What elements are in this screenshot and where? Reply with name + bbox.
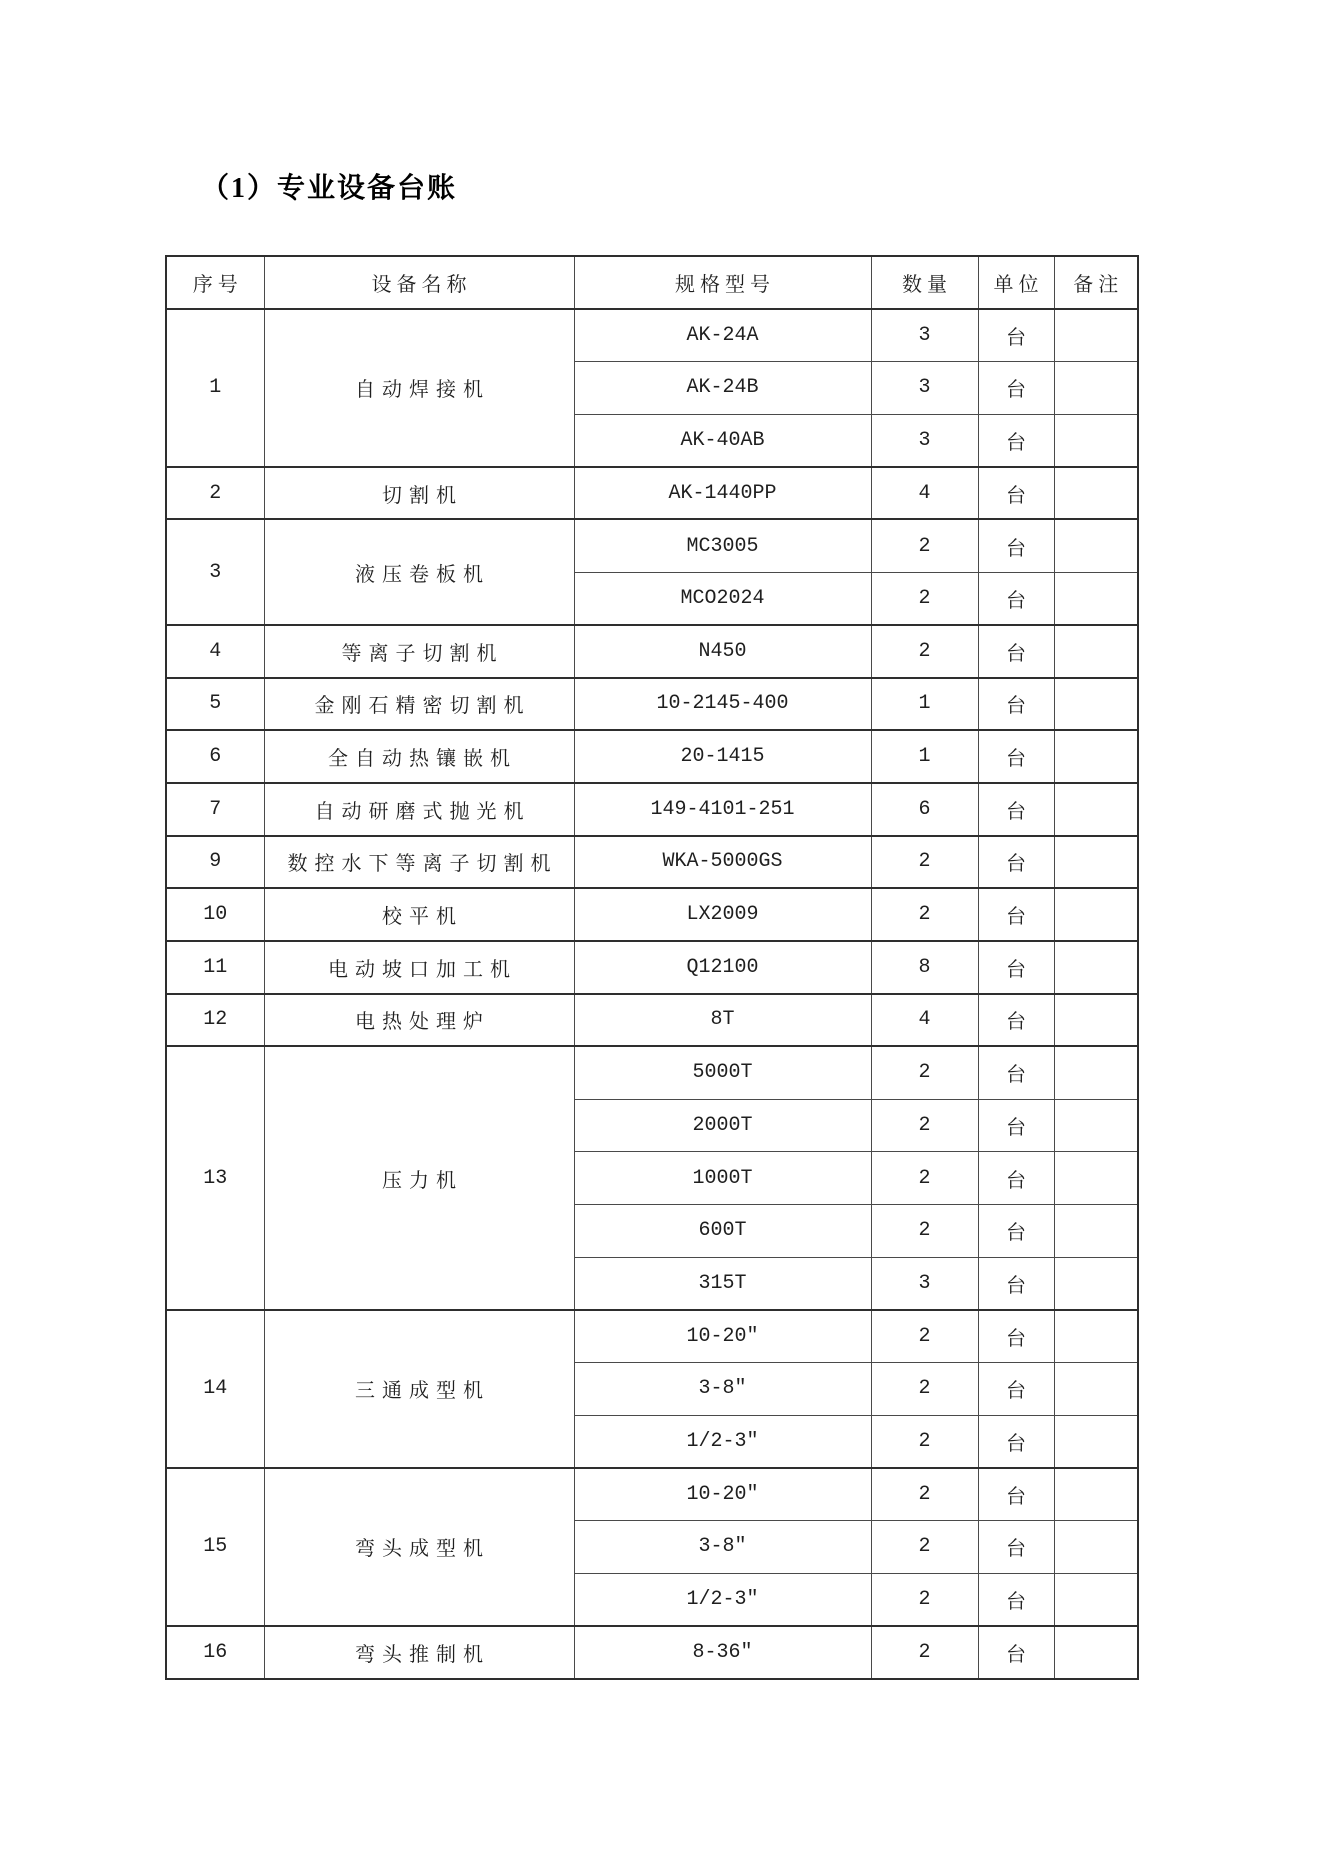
table-row xyxy=(166,467,1138,520)
equipment-name-cell: 校平机 xyxy=(264,888,574,941)
quantity-cell: 2 xyxy=(871,572,978,625)
spec-model-cell: 20-1415 xyxy=(574,730,871,783)
quantity-cell: 2 xyxy=(871,1468,978,1521)
quantity-cell: 2 xyxy=(871,1046,978,1099)
unit-cell: 台 xyxy=(978,625,1054,678)
unit-cell: 台 xyxy=(978,836,1054,889)
remark-cell xyxy=(1054,1046,1138,1099)
quantity-cell: 4 xyxy=(871,994,978,1047)
col-header-serial-number: 序号 xyxy=(166,256,264,309)
spec-model-cell: WKA-5000GS xyxy=(574,836,871,889)
col-header-spec-model: 规格型号 xyxy=(574,256,871,309)
quantity-cell: 2 xyxy=(871,1521,978,1574)
table-row xyxy=(166,941,1138,994)
unit-cell: 台 xyxy=(978,1099,1054,1152)
table-row xyxy=(166,730,1138,783)
quantity-cell: 3 xyxy=(871,1257,978,1310)
remark-cell xyxy=(1054,361,1138,414)
equipment-name-cell: 电动坡口加工机 xyxy=(264,941,574,994)
remark-cell xyxy=(1054,836,1138,889)
remark-cell xyxy=(1054,1099,1138,1152)
remark-cell xyxy=(1054,1573,1138,1626)
unit-cell: 台 xyxy=(978,783,1054,836)
spec-model-cell: 3-8" xyxy=(574,1521,871,1574)
unit-cell: 台 xyxy=(978,361,1054,414)
spec-model-cell: N450 xyxy=(574,625,871,678)
remark-cell xyxy=(1054,1468,1138,1521)
remark-cell xyxy=(1054,1152,1138,1205)
equipment-name-cell: 数控水下等离子切割机 xyxy=(264,836,574,889)
unit-cell: 台 xyxy=(978,1626,1054,1679)
spec-model-cell: Q12100 xyxy=(574,941,871,994)
remark-cell xyxy=(1054,941,1138,994)
spec-model-cell: MC3005 xyxy=(574,519,871,572)
spec-model-cell: 8-36" xyxy=(574,1626,871,1679)
row-number-cell: 2 xyxy=(166,467,264,520)
quantity-cell: 4 xyxy=(871,467,978,520)
spec-model-cell: 315T xyxy=(574,1257,871,1310)
unit-cell: 台 xyxy=(978,1152,1054,1205)
unit-cell: 台 xyxy=(978,1362,1054,1415)
remark-cell xyxy=(1054,888,1138,941)
unit-cell: 台 xyxy=(978,941,1054,994)
remark-cell xyxy=(1054,1257,1138,1310)
spec-model-cell: 10-20" xyxy=(574,1310,871,1363)
remark-cell xyxy=(1054,994,1138,1047)
unit-cell: 台 xyxy=(978,519,1054,572)
row-number-cell: 9 xyxy=(166,836,264,889)
spec-model-cell: 3-8" xyxy=(574,1362,871,1415)
unit-cell: 台 xyxy=(978,1204,1054,1257)
row-number-cell: 16 xyxy=(166,1626,264,1679)
spec-model-cell: 1/2-3" xyxy=(574,1573,871,1626)
quantity-cell: 2 xyxy=(871,625,978,678)
remark-cell xyxy=(1054,467,1138,520)
equipment-name-cell: 弯头推制机 xyxy=(264,1626,574,1679)
quantity-cell: 3 xyxy=(871,309,978,362)
table-row xyxy=(166,783,1138,836)
unit-cell: 台 xyxy=(978,1468,1054,1521)
unit-cell: 台 xyxy=(978,1415,1054,1468)
spec-model-cell: 2000T xyxy=(574,1099,871,1152)
remark-cell xyxy=(1054,1415,1138,1468)
equipment-name-cell: 三通成型机 xyxy=(264,1310,574,1468)
spec-model-cell: 149-4101-251 xyxy=(574,783,871,836)
quantity-cell: 2 xyxy=(871,1152,978,1205)
quantity-cell: 6 xyxy=(871,783,978,836)
unit-cell: 台 xyxy=(978,1046,1054,1099)
quantity-cell: 2 xyxy=(871,1362,978,1415)
remark-cell xyxy=(1054,1204,1138,1257)
row-number-cell: 5 xyxy=(166,678,264,731)
unit-cell: 台 xyxy=(978,1310,1054,1363)
remark-cell xyxy=(1054,414,1138,467)
table-row xyxy=(166,994,1138,1047)
spec-model-cell: 10-2145-400 xyxy=(574,678,871,731)
table-row xyxy=(166,1468,1138,1521)
unit-cell: 台 xyxy=(978,994,1054,1047)
remark-cell xyxy=(1054,572,1138,625)
quantity-cell: 2 xyxy=(871,1310,978,1363)
col-header-equipment-name: 设备名称 xyxy=(264,256,574,309)
quantity-cell: 3 xyxy=(871,414,978,467)
spec-model-cell: 1000T xyxy=(574,1152,871,1205)
col-header-unit: 单位 xyxy=(978,256,1054,309)
quantity-cell: 3 xyxy=(871,361,978,414)
header-row xyxy=(166,256,1138,309)
remark-cell xyxy=(1054,625,1138,678)
equipment-name-cell: 弯头成型机 xyxy=(264,1468,574,1626)
unit-cell: 台 xyxy=(978,1521,1054,1574)
row-number-cell: 7 xyxy=(166,783,264,836)
spec-model-cell: 10-20" xyxy=(574,1468,871,1521)
remark-cell xyxy=(1054,519,1138,572)
remark-cell xyxy=(1054,1521,1138,1574)
equipment-name-cell: 金刚石精密切割机 xyxy=(264,678,574,731)
table-row xyxy=(166,625,1138,678)
equipment-table-header xyxy=(166,256,1138,309)
spec-model-cell: 1/2-3" xyxy=(574,1415,871,1468)
unit-cell: 台 xyxy=(978,888,1054,941)
remark-cell xyxy=(1054,1626,1138,1679)
equipment-name-cell: 自动焊接机 xyxy=(264,309,574,467)
table-row xyxy=(166,309,1138,362)
equipment-name-cell: 等离子切割机 xyxy=(264,625,574,678)
spec-model-cell: LX2009 xyxy=(574,888,871,941)
quantity-cell: 2 xyxy=(871,1626,978,1679)
spec-model-cell: 600T xyxy=(574,1204,871,1257)
unit-cell: 台 xyxy=(978,414,1054,467)
quantity-cell: 2 xyxy=(871,1099,978,1152)
table-row xyxy=(166,678,1138,731)
quantity-cell: 1 xyxy=(871,678,978,731)
spec-model-cell: MCO2024 xyxy=(574,572,871,625)
col-header-quantity: 数量 xyxy=(871,256,978,309)
equipment-name-cell: 压力机 xyxy=(264,1046,574,1309)
spec-model-cell: AK-24A xyxy=(574,309,871,362)
page-title: （1）专业设备台账 xyxy=(201,173,458,204)
equipment-table-body xyxy=(166,309,1138,1679)
quantity-cell: 2 xyxy=(871,1415,978,1468)
row-number-cell: 14 xyxy=(166,1310,264,1468)
quantity-cell: 2 xyxy=(871,1204,978,1257)
unit-cell: 台 xyxy=(978,1573,1054,1626)
row-number-cell: 4 xyxy=(166,625,264,678)
row-number-cell: 15 xyxy=(166,1468,264,1626)
quantity-cell: 2 xyxy=(871,1573,978,1626)
row-number-cell: 3 xyxy=(166,519,264,624)
row-number-cell: 13 xyxy=(166,1046,264,1309)
remark-cell xyxy=(1054,309,1138,362)
spec-model-cell: AK-24B xyxy=(574,361,871,414)
spec-model-cell: AK-1440PP xyxy=(574,467,871,520)
quantity-cell: 8 xyxy=(871,941,978,994)
table-row xyxy=(166,1626,1138,1679)
equipment-name-cell: 自动研磨式抛光机 xyxy=(264,783,574,836)
unit-cell: 台 xyxy=(978,572,1054,625)
remark-cell xyxy=(1054,730,1138,783)
unit-cell: 台 xyxy=(978,467,1054,520)
equipment-name-cell: 电热处理炉 xyxy=(264,994,574,1047)
row-number-cell: 10 xyxy=(166,888,264,941)
quantity-cell: 2 xyxy=(871,519,978,572)
equipment-table xyxy=(165,255,1139,1680)
equipment-name-cell: 液压卷板机 xyxy=(264,519,574,624)
remark-cell xyxy=(1054,1362,1138,1415)
table-row xyxy=(166,1310,1138,1363)
quantity-cell: 1 xyxy=(871,730,978,783)
remark-cell xyxy=(1054,678,1138,731)
row-number-cell: 11 xyxy=(166,941,264,994)
unit-cell: 台 xyxy=(978,730,1054,783)
remark-cell xyxy=(1054,783,1138,836)
spec-model-cell: AK-40AB xyxy=(574,414,871,467)
table-row xyxy=(166,519,1138,572)
unit-cell: 台 xyxy=(978,309,1054,362)
row-number-cell: 1 xyxy=(166,309,264,467)
spec-model-cell: 5000T xyxy=(574,1046,871,1099)
unit-cell: 台 xyxy=(978,678,1054,731)
unit-cell: 台 xyxy=(978,1257,1054,1310)
remark-cell xyxy=(1054,1310,1138,1363)
table-row xyxy=(166,1046,1138,1099)
row-number-cell: 6 xyxy=(166,730,264,783)
table-row xyxy=(166,888,1138,941)
equipment-name-cell: 切割机 xyxy=(264,467,574,520)
spec-model-cell: 8T xyxy=(574,994,871,1047)
row-number-cell: 12 xyxy=(166,994,264,1047)
quantity-cell: 2 xyxy=(871,836,978,889)
quantity-cell: 2 xyxy=(871,888,978,941)
equipment-name-cell: 全自动热镶嵌机 xyxy=(264,730,574,783)
col-header-remark: 备注 xyxy=(1054,256,1138,309)
table-row xyxy=(166,836,1138,889)
